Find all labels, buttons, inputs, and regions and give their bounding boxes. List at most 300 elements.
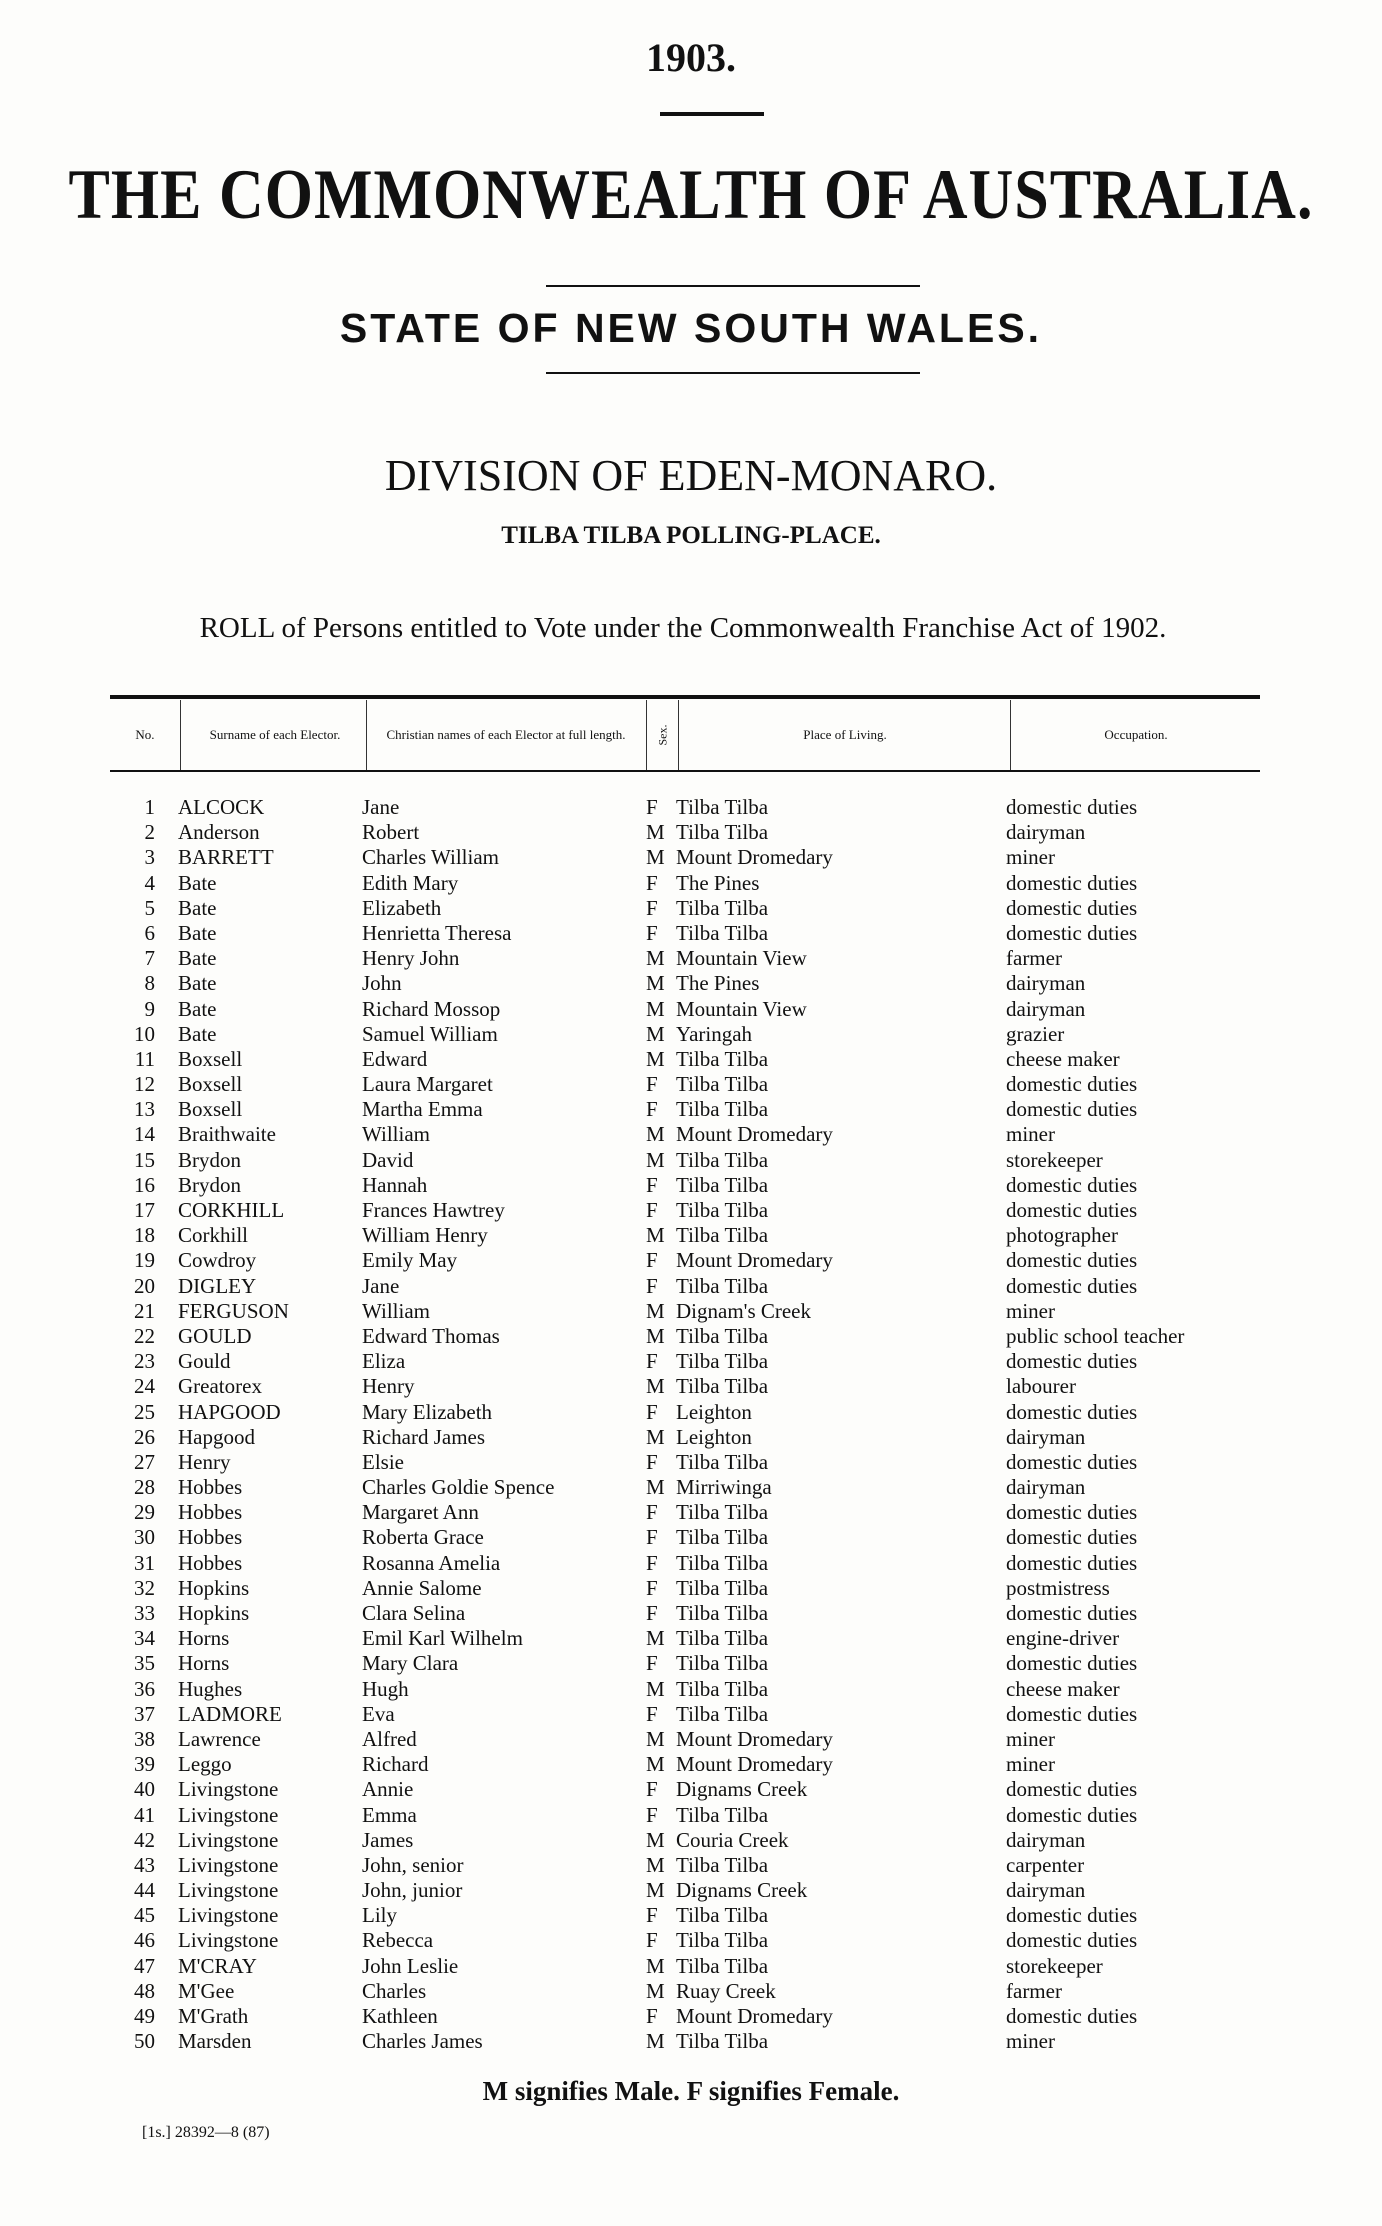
cell-occupation: domestic duties [1006, 1777, 1138, 1802]
state-heading: STATE OF NEW SOUTH WALES. [339, 305, 1043, 351]
table-row [0, 1551, 1382, 1576]
cell-occupation: farmer [1006, 1978, 1062, 2003]
cell-occupation: domestic duties [1006, 1273, 1138, 1298]
cell-surname: Greatorex [178, 1374, 262, 1399]
table-row [0, 1752, 1382, 1777]
table-row [0, 1450, 1382, 1475]
cell-place: Tilba Tilba [676, 1701, 769, 1726]
cell-place: The Pines [676, 971, 760, 996]
cell-surname: Henry [178, 1449, 231, 1474]
print-reference: [1s.] 28392—8 (87) [142, 2124, 270, 2141]
cell-place: Tilba Tilba [676, 1903, 769, 1928]
cell-no: 9 [144, 996, 155, 1021]
cell-occupation: domestic duties [1006, 1248, 1138, 1273]
cell-place: Tilba Tilba [676, 1072, 769, 1097]
col-separator [180, 700, 181, 770]
cell-sex: F [646, 1449, 658, 1474]
cell-sex: F [646, 1172, 658, 1197]
table-row [0, 820, 1382, 845]
cell-place: Tilba Tilba [676, 2029, 769, 2054]
cell-occupation: domestic duties [1006, 1701, 1138, 1726]
cell-place: Tilba Tilba [676, 1651, 769, 1676]
table-row [0, 1677, 1382, 1702]
cell-place: Tilba Tilba [676, 1323, 769, 1348]
table-top-rule [110, 695, 1260, 699]
cell-surname: Livingstone [178, 1802, 279, 1827]
table-row [0, 896, 1382, 921]
cell-christian-names: Henry John [362, 946, 460, 971]
table-row [0, 1425, 1382, 1450]
cell-no: 18 [134, 1223, 155, 1248]
cell-surname: Boxsell [178, 1097, 243, 1122]
cell-christian-names: Jane [362, 1273, 400, 1298]
cell-christian-names: Richard [362, 1752, 429, 1777]
cell-place: Tilba Tilba [676, 1676, 769, 1701]
table-row [0, 1525, 1382, 1550]
table-row [0, 1022, 1382, 1047]
cell-sex: M [646, 1046, 665, 1071]
cell-christian-names: John [362, 971, 402, 996]
cell-place: Mount Dromedary [676, 1726, 833, 1751]
table-row [0, 1475, 1382, 1500]
table-row [0, 795, 1382, 820]
table-row [0, 1576, 1382, 1601]
cell-sex: M [646, 1726, 665, 1751]
cell-surname: Hobbes [178, 1525, 243, 1550]
cell-occupation: domestic duties [1006, 1601, 1138, 1625]
col-separator [1010, 700, 1011, 770]
cell-no: 43 [134, 1852, 155, 1877]
table-row [0, 1954, 1382, 1979]
cell-occupation: storekeeper [1006, 1953, 1103, 1978]
cell-sex: F [646, 1550, 658, 1575]
cell-no: 8 [144, 971, 155, 996]
table-row [0, 1400, 1382, 1425]
cell-surname: Horns [178, 1626, 230, 1651]
cell-occupation: public school teacher [1006, 1323, 1185, 1348]
cell-christian-names: Emma [362, 1802, 417, 1827]
table-row [0, 1828, 1382, 1853]
cell-no: 5 [144, 895, 155, 920]
cell-place: Tilba Tilba [676, 1147, 769, 1172]
cell-place: Mount Dromedary [676, 1752, 833, 1777]
cell-occupation: domestic duties [1006, 2004, 1138, 2028]
cell-sex: F [646, 795, 658, 819]
cell-christian-names: Rebecca [362, 1928, 434, 1953]
cell-occupation: domestic duties [1006, 1072, 1138, 1097]
cell-sex: M [646, 1878, 665, 1903]
cell-place: Leighton [676, 1399, 752, 1424]
cell-place: Tilba Tilba [676, 820, 769, 845]
table-row [0, 1803, 1382, 1828]
cell-occupation: cheese maker [1006, 1046, 1120, 1071]
cell-surname: Corkhill [178, 1223, 249, 1248]
cell-christian-names: Annie Salome [362, 1575, 482, 1600]
table-row [0, 1047, 1382, 1072]
cell-occupation: cheese maker [1006, 1676, 1120, 1701]
table-row [0, 1702, 1382, 1727]
cell-place: Ruay Creek [676, 1978, 776, 2003]
cell-occupation: miner [1006, 1726, 1055, 1751]
cell-surname: Brydon [178, 1147, 241, 1172]
cell-no: 22 [134, 1323, 155, 1348]
cell-surname: Boxsell [178, 1072, 243, 1097]
cell-surname: Anderson [178, 820, 260, 845]
table-header-bottom-rule [110, 770, 1260, 772]
cell-no: 12 [134, 1072, 155, 1097]
table-row [0, 1853, 1382, 1878]
cell-place: Tilba Tilba [676, 1802, 769, 1827]
cell-place: Yaringah [676, 1021, 753, 1046]
cell-sex: M [646, 1374, 665, 1399]
cell-sex: M [646, 1626, 665, 1651]
cell-surname: Horns [178, 1651, 230, 1676]
cell-christian-names: Eliza [362, 1349, 406, 1374]
col-header-christian: Christian names of each Elector at full length. [386, 727, 626, 742]
cell-surname: Hughes [178, 1676, 243, 1701]
cell-sex: M [646, 1147, 665, 1172]
cell-no: 38 [134, 1726, 155, 1751]
cell-occupation: farmer [1006, 946, 1062, 971]
table-row [0, 971, 1382, 996]
cell-no: 3 [144, 845, 155, 870]
table-row [0, 845, 1382, 870]
cell-christian-names: William [362, 1298, 430, 1323]
cell-sex: M [646, 820, 665, 845]
cell-place: Tilba Tilba [676, 1601, 769, 1625]
cell-sex: M [646, 1424, 665, 1449]
cell-occupation: grazier [1006, 1021, 1065, 1046]
cell-surname: Brydon [178, 1172, 241, 1197]
cell-sex: F [646, 1802, 658, 1827]
elector-table [0, 795, 1382, 2054]
cell-occupation: dairyman [1006, 1878, 1086, 1903]
cell-place: Tilba Tilba [676, 1953, 769, 1978]
cell-surname: GOULD [178, 1323, 252, 1348]
cell-christian-names: William Henry [362, 1223, 488, 1248]
cell-sex: F [646, 895, 658, 920]
cell-surname: M'Grath [178, 2004, 249, 2028]
cell-occupation: domestic duties [1006, 1550, 1138, 1575]
cell-surname: BARRETT [178, 845, 274, 870]
table-row [0, 1500, 1382, 1525]
table-row [0, 1148, 1382, 1173]
cell-sex: F [646, 1903, 658, 1928]
cell-no: 28 [134, 1475, 155, 1500]
cell-place: Tilba Tilba [676, 795, 769, 819]
cell-occupation: miner [1006, 845, 1055, 870]
cell-sex: M [646, 1475, 665, 1500]
cell-sex: M [646, 946, 665, 971]
table-row [0, 997, 1382, 1022]
cell-christian-names: Emily May [362, 1248, 458, 1273]
cell-christian-names: James [362, 1827, 414, 1852]
cell-surname: Bate [178, 1021, 217, 1046]
cell-sex: F [646, 1273, 658, 1298]
col-separator [646, 700, 647, 770]
cell-no: 17 [134, 1198, 155, 1222]
cell-no: 2 [144, 820, 155, 845]
cell-place: Mount Dromedary [676, 2004, 833, 2028]
roll-heading: ROLL of Persons entitled to Vote under the Commonwealth Franchise Act of 1902. [199, 612, 1167, 644]
cell-sex: M [646, 845, 665, 870]
cell-christian-names: Elizabeth [362, 895, 442, 920]
cell-no: 36 [134, 1676, 155, 1701]
cell-christian-names: Richard Mossop [362, 996, 501, 1021]
col-separator [366, 700, 367, 770]
cell-no: 25 [134, 1399, 155, 1424]
cell-christian-names: Margaret Ann [362, 1500, 479, 1525]
cell-christian-names: Rosanna Amelia [362, 1550, 501, 1575]
cell-no: 7 [144, 946, 155, 971]
cell-christian-names: Mary Elizabeth [362, 1399, 493, 1424]
cell-no: 4 [144, 870, 155, 895]
col-header-place: Place of Living. [803, 727, 887, 742]
cell-no: 23 [134, 1349, 155, 1374]
cell-occupation: domestic duties [1006, 1500, 1138, 1525]
cell-place: Tilba Tilba [676, 895, 769, 920]
cell-sex: M [646, 1978, 665, 2003]
table-row [0, 2004, 1382, 2029]
cell-no: 6 [144, 920, 155, 945]
cell-place: Dignams Creek [676, 1878, 808, 1903]
cell-no: 13 [134, 1097, 155, 1122]
cell-christian-names: Martha Emma [362, 1097, 483, 1122]
table-row [0, 1324, 1382, 1349]
cell-occupation: domestic duties [1006, 1525, 1138, 1550]
cell-no: 37 [134, 1701, 155, 1726]
cell-surname: Lawrence [178, 1726, 261, 1751]
cell-occupation: miner [1006, 2029, 1055, 2054]
cell-christian-names: Jane [362, 795, 400, 819]
cell-christian-names: Henrietta Theresa [362, 920, 512, 945]
cell-no: 26 [134, 1424, 155, 1449]
table-row [0, 1878, 1382, 1903]
cell-surname: Cowdroy [178, 1248, 257, 1273]
cell-occupation: domestic duties [1006, 1449, 1138, 1474]
cell-place: The Pines [676, 870, 760, 895]
cell-sex: M [646, 996, 665, 1021]
cell-sex: F [646, 1651, 658, 1676]
cell-surname: LADMORE [178, 1701, 282, 1726]
cell-place: Tilba Tilba [676, 1223, 769, 1248]
cell-christian-names: Eva [362, 1701, 395, 1726]
cell-christian-names: Mary Clara [362, 1651, 459, 1676]
cell-no: 19 [134, 1248, 155, 1273]
cell-occupation: postmistress [1006, 1575, 1110, 1600]
cell-christian-names: William [362, 1122, 430, 1147]
table-row [0, 2029, 1382, 2054]
table-row [0, 1928, 1382, 1953]
cell-place: Mount Dromedary [676, 1122, 833, 1147]
table-row [0, 921, 1382, 946]
year-heading: 1903. [646, 35, 736, 80]
table-row [0, 1072, 1382, 1097]
cell-no: 39 [134, 1752, 155, 1777]
cell-place: Tilba Tilba [676, 920, 769, 945]
cell-surname: Bate [178, 895, 217, 920]
cell-surname: ALCOCK [178, 795, 265, 819]
cell-christian-names: Charles Goldie Spence [362, 1475, 555, 1500]
cell-christian-names: Charles William [362, 845, 499, 870]
cell-occupation: domestic duties [1006, 1097, 1138, 1122]
cell-no: 15 [134, 1147, 155, 1172]
cell-no: 35 [134, 1651, 155, 1676]
cell-surname: Boxsell [178, 1046, 243, 1071]
cell-no: 34 [134, 1626, 155, 1651]
sex-legend: M signifies Male. F signifies Female. [482, 2076, 900, 2106]
cell-sex: M [646, 1122, 665, 1147]
cell-no: 44 [134, 1878, 155, 1903]
cell-sex: F [646, 1349, 658, 1374]
cell-occupation: domestic duties [1006, 795, 1138, 819]
cell-occupation: domestic duties [1006, 1903, 1138, 1928]
divider [546, 285, 920, 287]
cell-place: Mount Dromedary [676, 1248, 833, 1273]
cell-no: 10 [134, 1021, 155, 1046]
cell-christian-names: Alfred [362, 1726, 417, 1751]
cell-christian-names: Richard James [362, 1424, 486, 1449]
cell-christian-names: David [362, 1147, 414, 1172]
cell-sex: F [646, 1399, 658, 1424]
table-row [0, 1979, 1382, 2004]
cell-occupation: dairyman [1006, 1827, 1086, 1852]
cell-no: 45 [134, 1903, 155, 1928]
cell-occupation: miner [1006, 1298, 1055, 1323]
cell-surname: Hobbes [178, 1475, 243, 1500]
cell-no: 16 [134, 1172, 155, 1197]
cell-place: Mount Dromedary [676, 845, 833, 870]
cell-surname: Bate [178, 920, 217, 945]
table-row [0, 1198, 1382, 1223]
cell-sex: M [646, 1021, 665, 1046]
cell-sex: F [646, 1601, 658, 1625]
cell-surname: Braithwaite [178, 1122, 276, 1147]
cell-sex: F [646, 1198, 658, 1222]
cell-sex: M [646, 971, 665, 996]
page-title: THE COMMONWEALTH OF AUSTRALIA. [68, 155, 1314, 235]
cell-christian-names: Edith Mary [362, 870, 459, 895]
col-header-occupation: Occupation. [1104, 727, 1168, 742]
cell-sex: F [646, 1701, 658, 1726]
cell-occupation: domestic duties [1006, 1198, 1138, 1222]
table-row [0, 1299, 1382, 1324]
cell-surname: Livingstone [178, 1903, 279, 1928]
cell-sex: F [646, 1072, 658, 1097]
cell-occupation: domestic duties [1006, 870, 1138, 895]
cell-christian-names: Emil Karl Wilhelm [362, 1626, 523, 1651]
table-row [0, 1274, 1382, 1299]
cell-no: 33 [134, 1601, 155, 1625]
cell-christian-names: Annie [362, 1777, 414, 1802]
cell-sex: F [646, 1097, 658, 1122]
cell-no: 27 [134, 1449, 155, 1474]
cell-sex: M [646, 1827, 665, 1852]
cell-place: Tilba Tilba [676, 1550, 769, 1575]
cell-place: Dignams Creek [676, 1777, 808, 1802]
polling-place-heading: TILBA TILBA POLLING-PLACE. [501, 522, 881, 549]
cell-occupation: miner [1006, 1752, 1055, 1777]
cell-sex: M [646, 1852, 665, 1877]
cell-place: Tilba Tilba [676, 1198, 769, 1222]
cell-place: Mirriwinga [676, 1475, 772, 1500]
cell-occupation: domestic duties [1006, 1651, 1138, 1676]
cell-sex: F [646, 1575, 658, 1600]
cell-surname: HAPGOOD [178, 1399, 281, 1424]
cell-occupation: domestic duties [1006, 920, 1138, 945]
divider [546, 372, 920, 374]
cell-no: 48 [134, 1978, 155, 2003]
cell-occupation: domestic duties [1006, 1349, 1138, 1374]
cell-occupation: miner [1006, 1122, 1055, 1147]
cell-occupation: carpenter [1006, 1852, 1085, 1877]
cell-christian-names: Frances Hawtrey [362, 1198, 505, 1222]
cell-place: Tilba Tilba [676, 1046, 769, 1071]
cell-place: Tilba Tilba [676, 1626, 769, 1651]
cell-christian-names: Charles [362, 1978, 427, 2003]
table-row [0, 1173, 1382, 1198]
cell-place: Mountain View [676, 946, 807, 971]
cell-occupation: dairyman [1006, 820, 1086, 845]
cell-no: 11 [134, 1046, 155, 1071]
cell-sex: F [646, 920, 658, 945]
cell-surname: Bate [178, 870, 217, 895]
cell-no: 40 [134, 1777, 155, 1802]
cell-no: 20 [134, 1273, 155, 1298]
cell-christian-names: Edward [362, 1046, 428, 1071]
cell-no: 29 [134, 1500, 155, 1525]
col-separator [678, 700, 679, 770]
cell-surname: Livingstone [178, 1827, 279, 1852]
table-row [0, 1122, 1382, 1147]
col-header-sex [648, 700, 676, 770]
table-row [0, 1374, 1382, 1399]
cell-no: 41 [134, 1802, 155, 1827]
cell-sex: F [646, 1525, 658, 1550]
cell-place: Tilba Tilba [676, 1500, 769, 1525]
cell-occupation: storekeeper [1006, 1147, 1103, 1172]
cell-christian-names: Laura Margaret [362, 1072, 493, 1097]
cell-no: 21 [134, 1298, 155, 1323]
cell-occupation: dairyman [1006, 1475, 1086, 1500]
cell-sex: M [646, 1676, 665, 1701]
cell-surname: Gould [178, 1349, 231, 1374]
cell-no: 14 [134, 1122, 155, 1147]
table-row [0, 1349, 1382, 1374]
cell-surname: Leggo [178, 1752, 232, 1777]
cell-occupation: photographer [1006, 1223, 1118, 1248]
cell-place: Tilba Tilba [676, 1349, 769, 1374]
cell-sex: F [646, 1928, 658, 1953]
cell-occupation: domestic duties [1006, 1928, 1138, 1953]
table-row [0, 1097, 1382, 1122]
cell-no: 24 [134, 1374, 155, 1399]
cell-no: 31 [134, 1550, 155, 1575]
cell-place: Tilba Tilba [676, 1449, 769, 1474]
cell-occupation: labourer [1006, 1374, 1076, 1399]
cell-occupation: domestic duties [1006, 1172, 1138, 1197]
cell-place: Tilba Tilba [676, 1575, 769, 1600]
table-row [0, 1223, 1382, 1248]
table-row [0, 1248, 1382, 1273]
cell-christian-names: Samuel William [362, 1021, 498, 1046]
table-row [0, 1903, 1382, 1928]
table-row [0, 1626, 1382, 1651]
table-row [0, 871, 1382, 896]
cell-christian-names: Elsie [362, 1449, 404, 1474]
col-header-sex-label: Sex. [655, 724, 669, 746]
cell-occupation: dairyman [1006, 971, 1086, 996]
